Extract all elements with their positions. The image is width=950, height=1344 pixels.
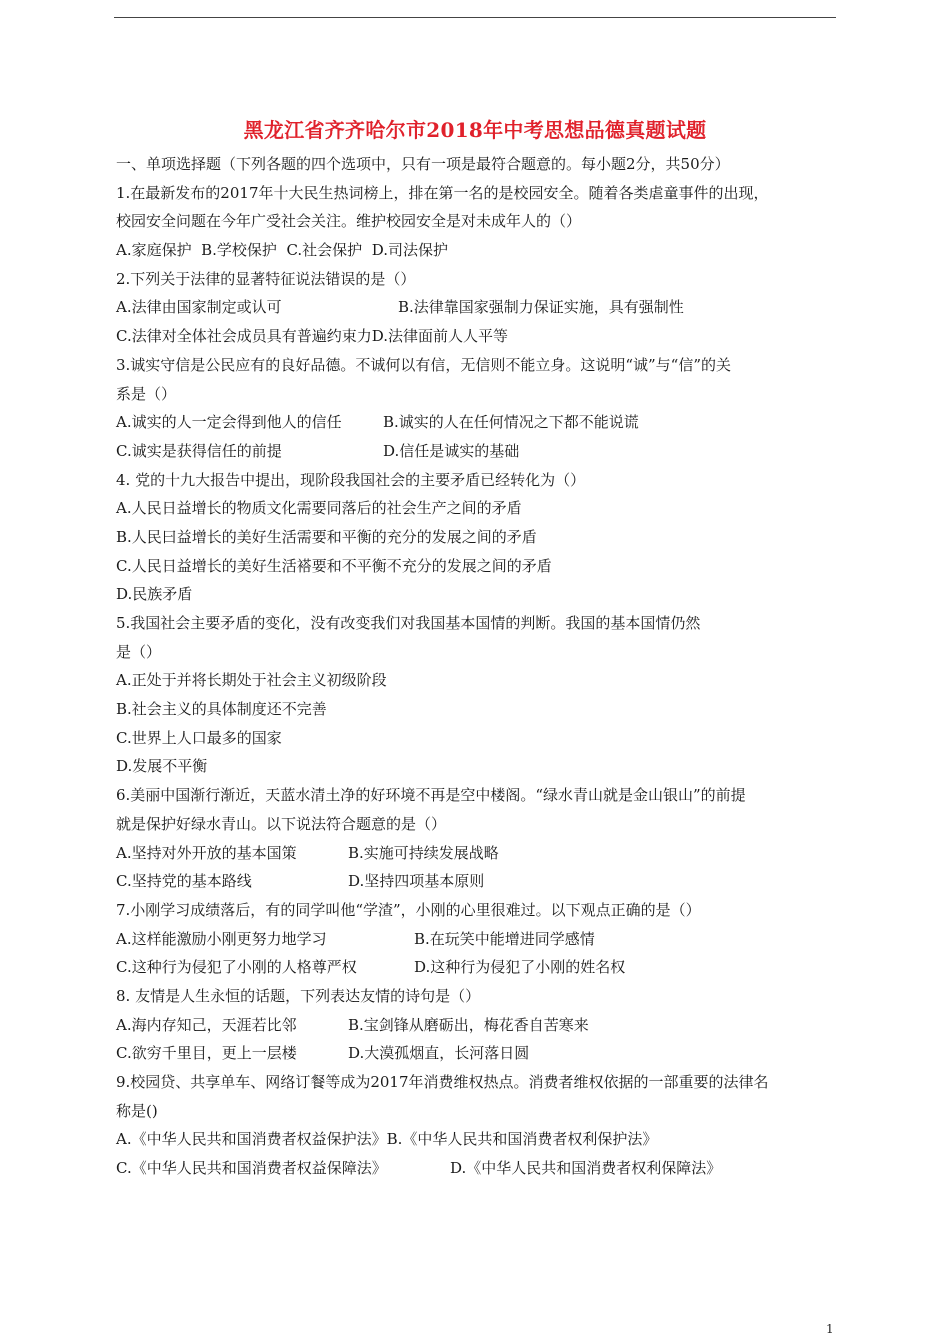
question-9-options-cd xyxy=(116,1154,840,1183)
question-6-option-c: C.坚持党的基本路线 xyxy=(116,872,252,891)
question-7-option-c: C.这种行为侵犯了小刚的人格尊严权 xyxy=(116,958,357,977)
question-8-options-ab xyxy=(116,1011,840,1040)
question-9-option-d: D.《中华人民共和国消费者权利保障法》 xyxy=(450,1159,722,1178)
question-7-stem: 7.小刚学习成绩落后，有的同学叫他“学渣”，小刚的心里很难过。以下观点正确的是（） xyxy=(116,900,701,919)
page-number: 1 xyxy=(826,1322,834,1336)
question-7-option-b: B.在玩笑中能增进同学感情 xyxy=(414,929,595,948)
question-6-option-a: A.坚持对外开放的基本国策 xyxy=(116,843,297,862)
question-7-options-ab xyxy=(116,925,840,954)
question-2-option-a: A.法律由国家制定或认可 xyxy=(116,298,282,317)
question-3-line-1: 3.诚实守信是公民应有的良好品德。不诚何以有信，无信则不能立身。这说明“诚”与“信”的关 xyxy=(116,355,731,374)
question-3-line-2: 系是（） xyxy=(116,384,177,403)
question-9-option-c: C.《中华人民共和国消费者权益保障法》 xyxy=(116,1159,387,1178)
question-3-option-c: C.诚实是获得信任的前提 xyxy=(116,441,282,460)
question-3-option-b: B.诚实的人在任何情况之下都不能说谎 xyxy=(383,413,639,432)
question-8-option-b: B.宝剑锋从磨砺出，梅花香自苦寒来 xyxy=(348,1015,589,1034)
question-8-option-a: A.海内存知己，天涯若比邻 xyxy=(116,1015,297,1034)
question-2-options-cd: C.法律对全体社会成员具有普遍约束力D.法律面前人人平等 xyxy=(116,327,508,346)
question-9-line-2: 称是() xyxy=(116,1101,158,1120)
question-4-option-b: B.人民曰益增长的美好生活需要和平衡的充分的发展之间的矛盾 xyxy=(116,527,537,546)
question-5-line-2: 是（） xyxy=(116,642,162,661)
question-5-option-a: A.正处于并将长期处于社会主义初级阶段 xyxy=(116,671,387,690)
question-5-line-1: 5.我国社会主要矛盾的变化，没有改变我们对我国基本国情的判断。我国的基本国情仍然 xyxy=(116,614,701,632)
question-1-line-2: 校园安全问题在今年广受社会关注。维护校园安全是对未成年人的（） xyxy=(116,212,582,231)
question-7-option-a: A.这样能激励小刚更努力地学习 xyxy=(116,929,327,948)
question-8-options-cd xyxy=(116,1039,840,1068)
question-6-options-ab xyxy=(116,839,840,868)
question-4-option-d: D.民族矛盾 xyxy=(116,585,193,604)
question-6-line-1: 6.美丽中国渐行渐近，天蓝水清土净的好环境不再是空中楼阁。“绿水青山就是金山银山”的前提 xyxy=(116,786,746,805)
question-8-option-c: C.欲穷千里目，更上一层楼 xyxy=(116,1044,297,1063)
question-3-options-cd xyxy=(116,437,840,466)
question-4-option-c: C.人民日益增长的美好生活褡要和不平衡不充分的发展之间的矛盾 xyxy=(116,556,552,575)
section-heading: 一、单项选择题（下列各题的四个选项中，只有一项是最符合题意的。每小题2分，共50分） xyxy=(116,155,730,173)
question-4-option-a: A.人民日益增长的物质文化需要同落后的社会生产之间的矛盾 xyxy=(116,499,522,518)
question-5-option-c: C.世界上人口最多的国家 xyxy=(116,728,282,747)
question-4-stem: 4. 党的十九大报告中提出，现阶段我国社会的主要矛盾已经转化为（） xyxy=(116,470,586,489)
question-2-options-ab xyxy=(116,293,840,322)
question-6-options-cd xyxy=(116,867,840,896)
question-3-options-ab xyxy=(116,408,840,437)
question-1-options: A.家庭保护 B.学校保护 C.社会保护 D.司法保护 xyxy=(116,241,448,260)
question-5-option-d: D.发展不平衡 xyxy=(116,757,208,776)
question-3-option-d: D.信任是诚实的基础 xyxy=(383,441,520,460)
question-8-stem: 8. 友情是人生永恒的话题，下列表达友情的诗句是（） xyxy=(116,986,481,1005)
question-5-option-b: B.社会主义的具体制度还不完善 xyxy=(116,700,327,719)
question-9-line-1: 9.校园贷、共享单车、网络订餐等成为2017年消费维权热点。消费者维权依据的一部重要的法律名 xyxy=(116,1073,769,1091)
question-6-option-d: D.坚持四项基本原则 xyxy=(348,872,485,891)
question-1-line-1: 1.在最新发布的2017年十大民生热词榜上，排在第一名的是校园安全。随着各类虐童事件的出现， xyxy=(116,183,769,202)
document-title: 黑龙江省齐齐哈尔市2018年中考思想品德真题试题 xyxy=(243,118,707,142)
header-rule xyxy=(114,17,836,18)
question-6-option-b: B.实施可持续发展战略 xyxy=(348,843,499,862)
question-6-line-2: 就是保护好绿水青山。以下说法符合题意的是（） xyxy=(116,814,447,833)
question-7-option-d: D.这种行为侵犯了小刚的姓名权 xyxy=(414,958,626,977)
question-9-options-ab: A.《中华人民共和国消费者权益保护法》B.《中华人民共和国消费者权利保护法》 xyxy=(116,1130,658,1149)
question-2-stem: 2.下列关于法律的显著特征说法错误的是（） xyxy=(116,269,416,288)
question-3-option-a: A.诚实的人一定会得到他人的信任 xyxy=(116,413,342,432)
question-8-option-d: D.大漠孤烟直，长河落日圆 xyxy=(348,1044,530,1063)
exam-body xyxy=(116,150,840,1183)
question-2-option-b: B.法律靠国家强制力保证实施，具有强制性 xyxy=(398,298,684,317)
question-7-options-cd xyxy=(116,953,840,982)
